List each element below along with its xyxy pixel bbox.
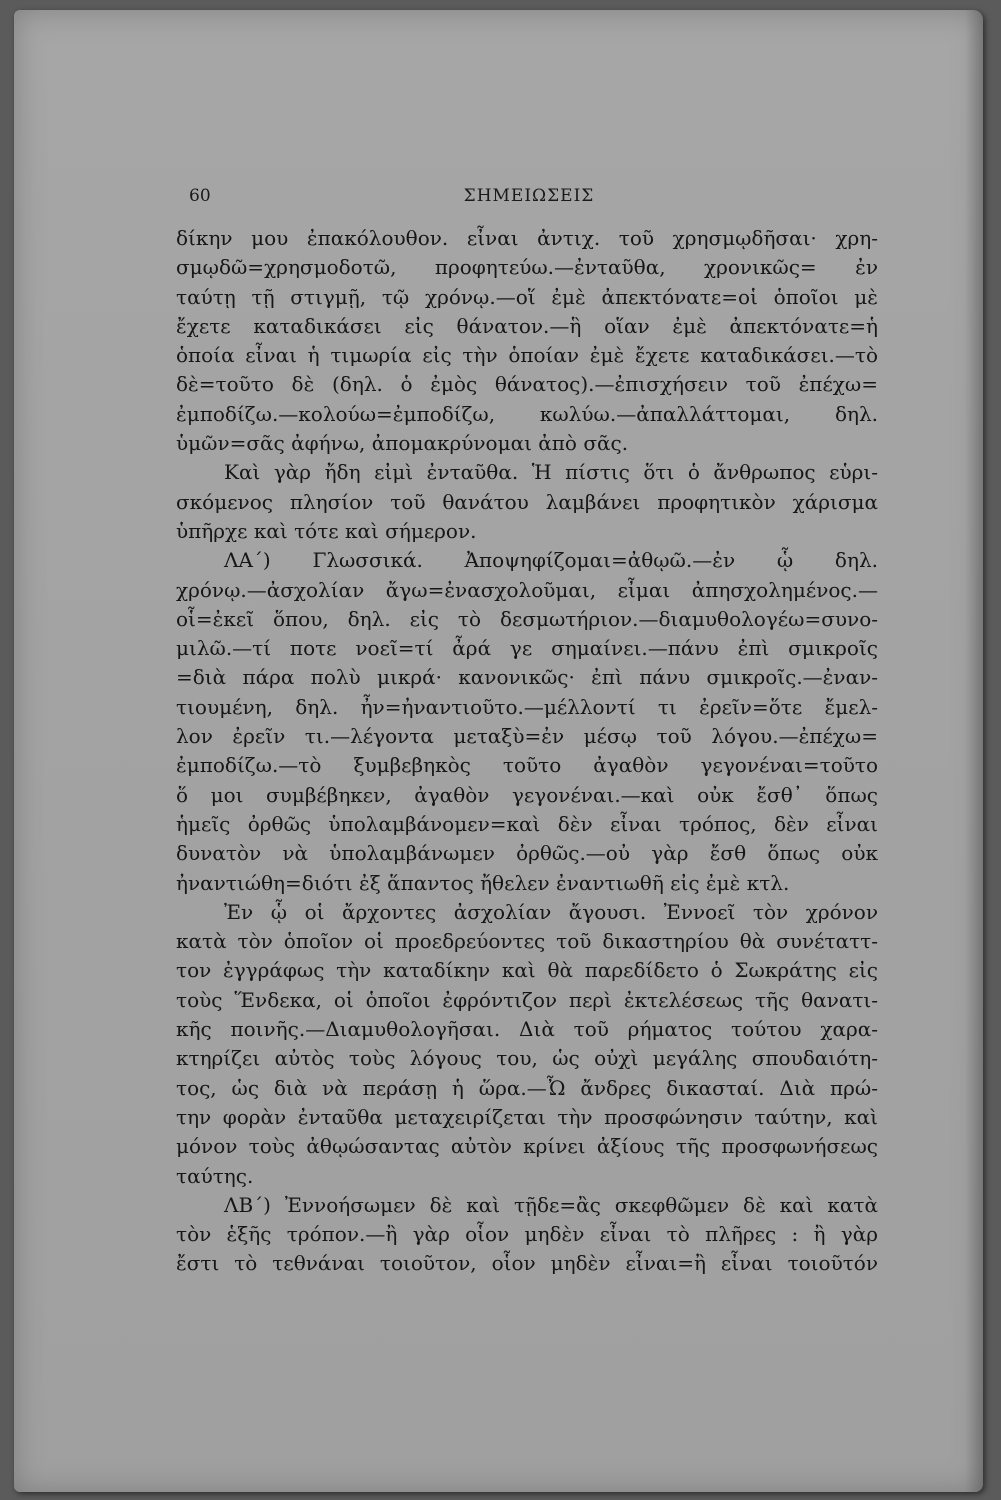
page-header [179,182,879,212]
text-line: τιουμένη, δηλ. ἦν=ἠναντιοῦτο.—μέλλοντί τι ἐρεῖν=ὅτε ἔμελ- [176,694,878,719]
text-line: ταύτης. [176,1163,254,1188]
text-line: δὲ=τοῦτο δὲ (δηλ. ὁ ἐμὸς θάνατος).—ἐπισχήσειν τοῦ ἐπέχω= [176,372,878,397]
page-number: 60 [189,186,211,206]
text-line: ἡμεῖς ὀρθῶς ὑπολαμβάνομεν=καὶ δὲν εἶναι τρόπος, δὲν εἶναι [176,811,878,836]
body-text [176,224,878,1279]
text-line: τος, ὡς διὰ νὰ περάσῃ ἡ ὥρα.—Ὦ ἄνδρες δικασταί. Διὰ πρώ- [176,1075,878,1100]
text-line: ὑπῆρχε καὶ τότε καὶ σήμερον. [176,518,477,543]
text-line: ἠναντιώθη=διότι ἐξ ἅπαντος ἤθελεν ἐναντιωθῆ εἰς ἐμὲ κτλ. [176,870,790,895]
text-line: οἷ=ἐκεῖ ὅπου, δηλ. εἰς τὸ δεσμωτήριον.—διαμυθολογέω=συνο- [176,606,878,631]
text-line: δυνατὸν νὰ ὑπολαμβάνωμεν ὀρθῶς.—οὐ γὰρ ἔσθ ὅπως οὐκ [176,841,878,866]
text-line: ὑμῶν=σᾶς ἀφήνω, ἀπομακρύνομαι ἀπὸ σᾶς. [176,431,629,456]
text-line: ΛΑ΄) Γλωσσικά. Ἀποψηφίζομαι=ἀθῳῶ.—ἐν ᾧ δηλ. [224,548,878,573]
text-line: ὅ μοι συμβέβηκεν, ἀγαθὸν γεγονέναι.—καὶ οὐκ ἔσθ᾽ ὅπως [176,782,878,807]
text-line: ὁποία εἶναι ἡ τιμωρία εἰς τὴν ὁποίαν ἐμὲ ἔχετε καταδικάσει.—τὸ [176,343,878,368]
text-line: κῆς ποινῆς.—Διαμυθολογῆσαι. Διὰ τοῦ ρήματος τούτου χαρα- [176,1017,878,1042]
text-line: ἐμποδίζω.—τὸ ξυμβεβηκὸς τοῦτο ἀγαθὸν γεγονέναι=τοῦτο [176,753,878,778]
text-line: σκόμενος πλησίον τοῦ θανάτου λαμβάνει προφητικὸν χάρισμα [176,489,878,514]
text-line: μόνον τοὺς ἀθῳώσαντας αὐτὸν κρίνει ἀξίους τῆς προσφωνήσεως [176,1134,878,1159]
text-line: τοὺς Ἕνδεκα, οἱ ὁποῖοι ἐφρόντιζον περὶ ἐκτελέσεως τῆς θανατι- [176,987,878,1012]
text-line: ΛΒ΄) Ἐννοήσωμεν δὲ καὶ τῇδε=ἂς σκεφθῶμεν δὲ καὶ κατὰ [224,1192,878,1217]
text-line: μιλῶ.—τί ποτε νοεῖ=τί ἆρά γε σημαίνει.—πάνυ ἐπὶ σμικροῖς [176,636,878,661]
text-line: κτηρίζει αὐτὸς τοὺς λόγους του, ὡς οὐχὶ μεγάλης σπουδαιότη- [176,1046,878,1071]
text-line: δίκην μου ἐπακόλουθον. εἶναι ἀντιχ. τοῦ χρησμῳδῆσαι· χρη- [176,226,878,250]
running-title: ΣΗΜΕΙΩΣΕΙΣ [463,186,595,206]
text-line: ταύτῃ τῇ στιγμῇ, τῷ χρόνῳ.—οἵ ἐμὲ ἀπεκτόνατε=οἱ ὁποῖοι μὲ [176,284,878,309]
text-line: τον ἐγγράφως τὴν καταδίκην καὶ θὰ παρεδίδετο ὁ Σωκράτης εἰς [176,958,878,983]
text-line: τὸν ἑξῆς τρόπον.—ἢ γὰρ οἷον μηδὲν εἶναι τὸ πλῆρες : ἢ γὰρ [176,1222,878,1247]
text-line: κατὰ τὸν ὁποῖον οἱ προεδρεύοντες τοῦ δικαστηρίου θὰ συνέταττ- [176,929,878,954]
text-line: Ἐν ᾧ οἱ ἄρχοντες ἀσχολίαν ἄγουσι. Ἐννοεῖ τὸν χρόνον [224,899,878,924]
text-line: την φορὰν ἐνταῦθα μεταχειρίζεται τὴν προσφώνησιν ταύτην, καὶ [176,1104,878,1129]
text-line: Καὶ γὰρ ἤδη εἰμὶ ἐνταῦθα. Ἡ πίστις ὅτι ὁ ἄνθρωπος εὑρι- [224,460,878,485]
text-line: ἐμποδίζω.—κολούω=ἐμποδίζω, κωλύω.—ἀπαλλάττομαι, δηλ. [176,401,878,426]
text-line: χρόνῳ.—ἀσχολίαν ἄγω=ἐνασχολοῦμαι, εἶμαι ἀπησχολημένος.— [176,577,878,602]
text-line: ἔχετε καταδικάσει εἰς θάνατον.—ἣ οἵαν ἐμὲ ἀπεκτόνατε=ἡ [176,313,878,338]
book-page [14,10,983,1492]
text-line: =διὰ πάρα πολὺ μικρά· κανονικῶς· ἐπὶ πάνυ σμικροῖς.—ἐναν- [176,665,878,690]
text-line: ἔστι τὸ τεθνάναι τοιοῦτον, οἷον μηδὲν εἶναι=ἢ εἶναι τοιοῦτόν [176,1251,878,1276]
text-line: σμῳδῶ=χρησμοδοτῶ, προφητεύω.—ἐνταῦθα, χρονικῶς= ἐν [176,255,878,280]
text-line: λον ἐρεῖν τι.—λέγοντα μεταξὺ=ἐν μέσῳ τοῦ λόγου.—ἐπέχω= [176,724,878,749]
